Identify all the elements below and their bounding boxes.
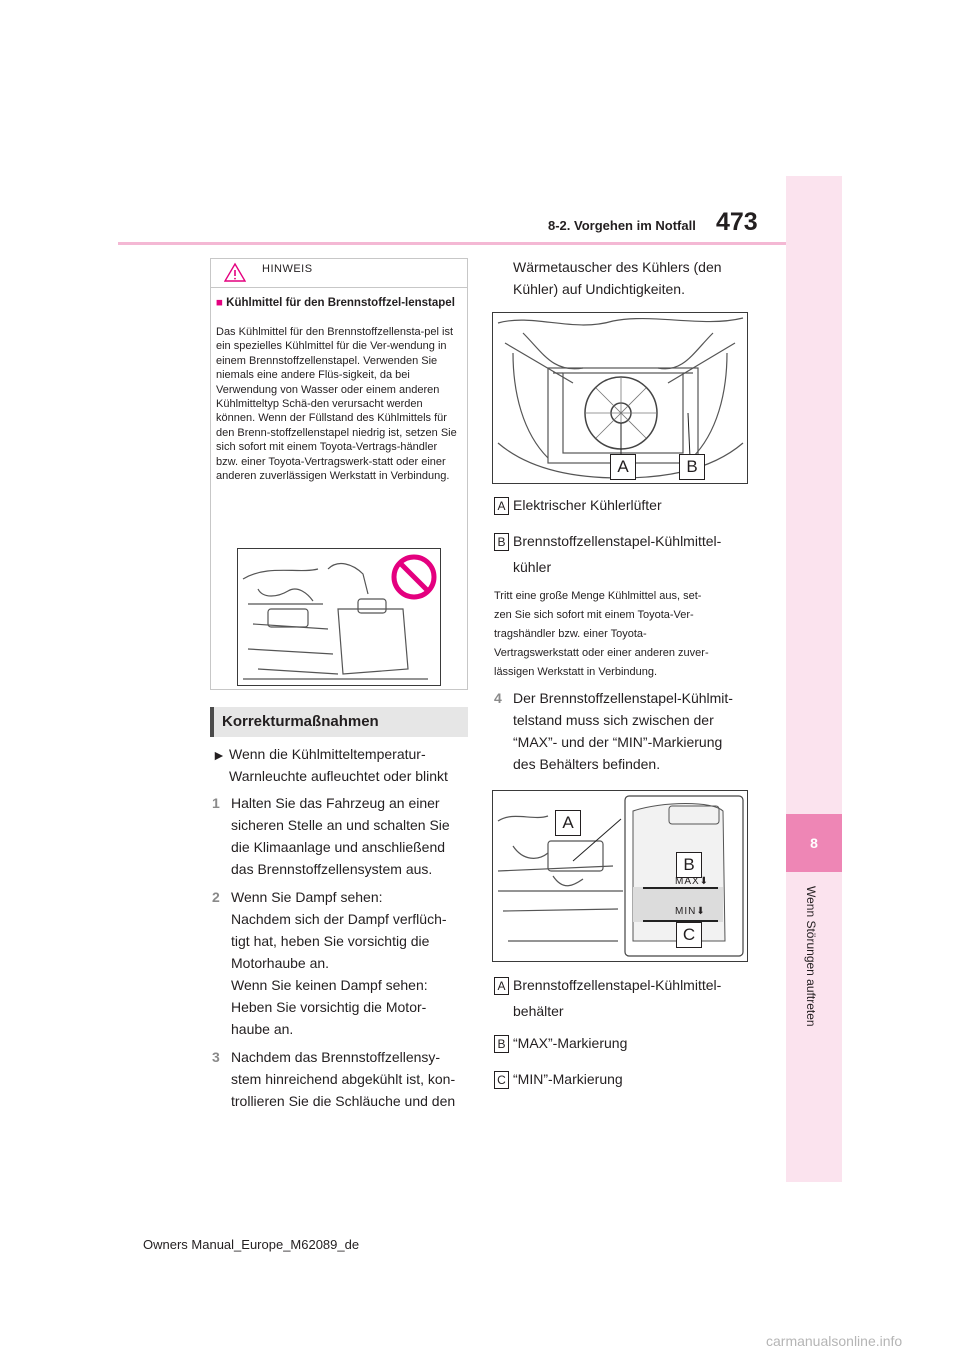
section-heading: Korrekturmaßnahmen [222,713,379,730]
legend-label-b: B [494,533,509,551]
figure-callout-b: B [676,852,702,878]
legend-text-c: “MIN”-Markierung [513,1071,623,1087]
note-line: zen Sie sich sofort mit einem Toyota-Ver- [494,609,694,621]
step-1-line: sicheren Stelle an und schalten Sie [231,817,450,833]
legend-text-a: Brennstoffzellenstapel-Kühlmittel- [513,977,722,993]
step-2-line: Nachdem sich der Dampf verflüch- [231,911,447,927]
notice-subtitle-text: Kühlmittel für den Brennstoffzel-lenstapel [226,297,455,309]
figure-callout-a: A [610,454,636,480]
chapter-title-vertical [804,886,824,1136]
legend-text-a: behälter [513,1003,564,1019]
notice-body: Das Kühlmittel für den Brennstoffzellensta-pel ist ein spezielles Kühlmittel für die Ver-wendung in einem Brennstoffzellenstapel. Verwenden Sie niemals eine andere Flüs-sigkeit, da bei Verwendung von Wasser oder einem anderen Kühlmitteltyp Schä-den verursacht werden können. Wenn der Füllstand des Kühlmittels für den Brenn-stoffzellenstapel niedrig ist, setzen Sie sich sofort mit einem Toyota-Vertrags-händler bzw. einer Toyota-Vertragswerk-statt oder einer anderen zuverlässigen Werkstatt in Verbindung. [216,326,457,483]
step-4-line: Der Brennstoffzellenstapel-Kühlmit- [513,690,733,706]
notice-subtitle [216,296,462,310]
step-2-line: haube an. [231,1021,294,1037]
coolant-reservoir-figure [492,790,748,962]
step-4-line: “MAX”- und der “MIN”-Markierung [513,734,723,750]
step-number: 2 [212,889,220,905]
figure-callout-a: A [555,810,581,836]
note-line: lässigen Werkstatt in Verbindung. [494,666,658,678]
step-3-line: Kühler) auf Undichtigkeiten. [513,281,685,297]
legend-label-b: B [494,1035,509,1053]
legend-label-c: C [494,1071,509,1089]
header-rule [118,242,786,245]
page-number: 473 [716,208,758,236]
legend-text-a: Elektrischer Kühlerlüfter [513,497,662,513]
min-mark-text: MIN [675,906,697,917]
chapter-number-tab [786,814,842,872]
step-3-line: trollieren Sie die Schläuche und den [231,1093,456,1109]
section-title: 8-2. Vorgehen im Notfall [548,218,696,233]
coolant-refill-prohibited-illustration [237,548,441,686]
chapter-number: 8 [810,835,818,851]
step-4-line: telstand muss sich zwischen der [513,712,714,728]
legend-text-b: “MAX”-Markierung [513,1035,628,1051]
subtitle-marker: ■ [216,297,223,309]
condition-line-1: Wenn die Kühlmitteltemperatur- [229,746,426,762]
note-line: Tritt eine große Menge Kühlmittel aus, set- [494,590,702,602]
step-2-line: tigt hat, heben Sie vorsichtig die [231,933,430,949]
step-2-line: Wenn Sie keinen Dampf sehen: [231,977,428,993]
notice-header [211,259,467,288]
step-1-line: das Brennstoffzellensystem aus. [231,861,433,877]
step-1-line: Halten Sie das Fahrzeug an einer [231,795,440,811]
step-2-line: Motorhaube an. [231,955,330,971]
condition-marker: ► [212,747,226,763]
condition-line-2: Warnleuchte aufleuchtet oder blinkt [229,768,448,784]
warning-triangle-icon [224,262,246,282]
step-3-line: stem hinreichend abgekühlt ist, kon- [231,1071,456,1087]
figure-callout-c: C [676,922,702,948]
legend-text-b: Brennstoffzellenstapel-Kühlmittel- [513,533,722,549]
step-4-line: des Behälters befinden. [513,756,661,772]
max-mark-text: MAX [675,876,700,887]
step-number: 1 [212,795,220,811]
note-line: tragshändler bzw. einer Toyota- [494,628,647,640]
footer-doc-id: Owners Manual_Europe_M62089_de [143,1237,360,1252]
engine-bay-drawing [238,549,440,685]
step-2-line: Heben Sie vorsichtig die Motor- [231,999,427,1015]
notice-title: HINWEIS [262,263,313,275]
legend-label-a: A [494,497,509,515]
prohibited-icon [394,557,434,597]
max-mark: MAX⬇ [675,876,710,887]
legend-text-b: kühler [513,559,552,575]
step-1-line: die Klimaanlage und anschließend [231,839,446,855]
legend-label-a: A [494,977,509,995]
chapter-title: Wenn Störungen auftreten [804,886,818,1027]
step-2-line: Wenn Sie Dampf sehen: [231,889,383,905]
watermark: carmanualsonline.info [766,1333,903,1349]
note-line: Vertragswerkstatt oder einer anderen zuver- [494,647,709,659]
step-number: 3 [212,1049,220,1065]
step-3-line: Nachdem das Brennstoffzellensy- [231,1049,441,1065]
min-mark: MIN⬇ [675,906,706,917]
step-number: 4 [494,690,502,706]
step-3-line: Wärmetauscher des Kühlers (den [513,259,722,275]
figure-callout-b: B [679,454,705,480]
